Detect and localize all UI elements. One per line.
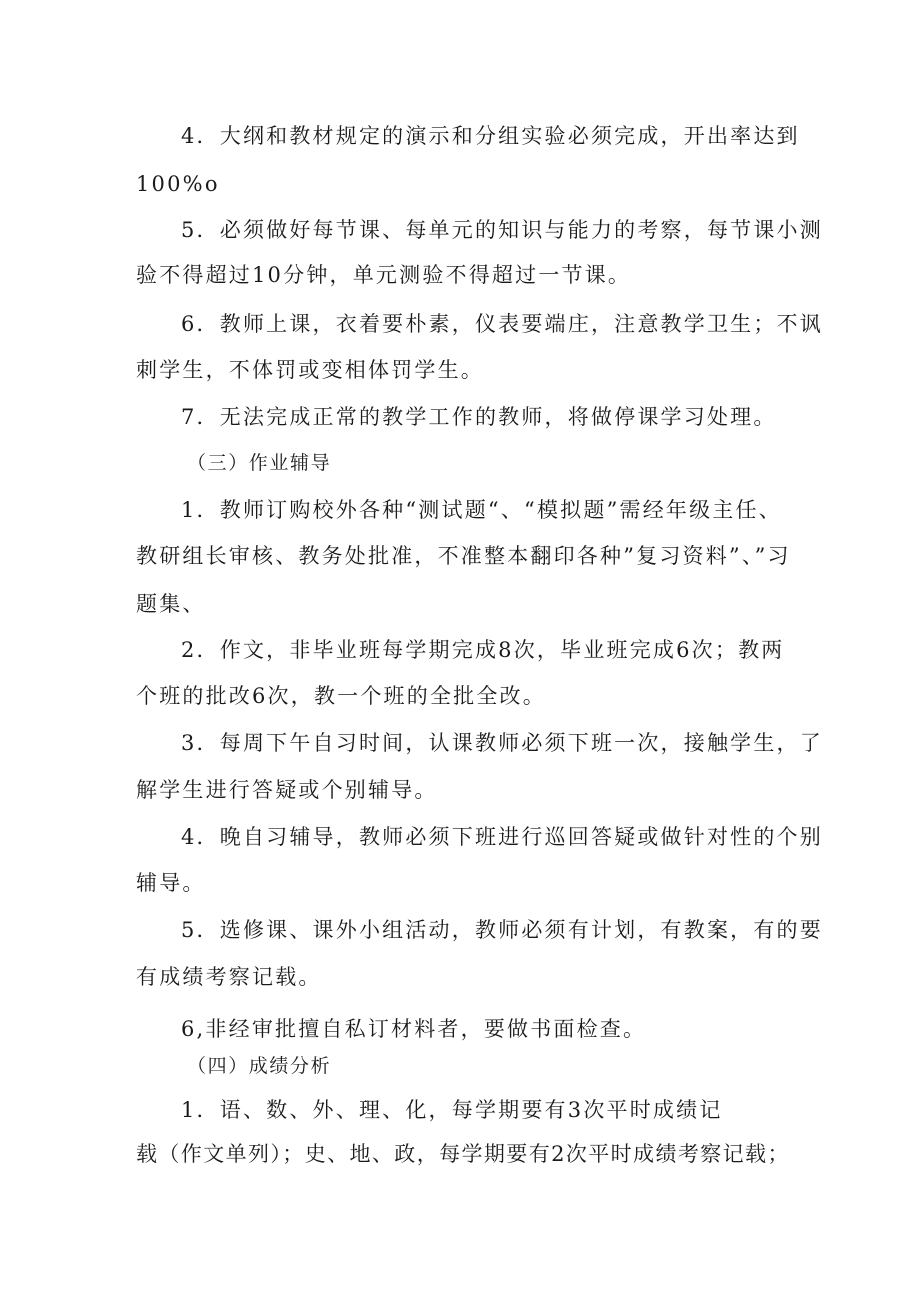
item-4-line-1: 4．晚自习辅导，教师必须下班进行巡回答疑或做针对性的个别 [181,825,823,849]
item-1-line-3: 题集、 [136,592,206,616]
section-heading-4: （四）成绩分析 [187,1055,332,1077]
item-6: 6,非经审批擅自私订材料者，要做书面检查。 [181,1017,647,1041]
section-heading-3: （三）作业辅导 [187,452,332,474]
paragraph-6-line-1: 6．教师上课，衣着要朴素，仪表要端庄，注意教学卫生；不讽 [181,312,823,336]
paragraph-5-line-1: 5．必须做好每节课、每单元的知识与能力的考察，每节课小测 [181,218,823,242]
item-1-line-1: 1．教师订购校外各种“测试题“、“模拟题”需经年级主任、 [181,498,782,522]
paragraph-5-line-2: 验不得超过10分钟，单元测验不得超过一节课。 [136,263,632,287]
grade-item-1-line-2: 载（作文单列）；史、地、政，每学期要有2次平时成绩考察记载； [136,1142,790,1166]
item-5-line-1: 5．选修课、课外小组活动，教师必须有计划，有教案，有的要 [181,918,823,942]
item-2-line-2: 个班的批改6次，教一个班的全批全改。 [136,684,546,708]
item-1-line-2: 教研组长审核、教务处批准，不准整本翻印各种”复习资料”、”习 [136,544,791,568]
item-4-line-2: 辅导。 [136,871,206,895]
item-3-line-2: 解学生进行答疑或个别辅导。 [136,778,438,802]
paragraph-4-line-2: 100%o [136,172,220,196]
item-3-line-1: 3．每周下午自习时间，认课教师必须下班一次，接触学生，了 [181,731,823,755]
paragraph-6-line-2: 刺学生，不体罚或变相体罚学生。 [136,358,484,382]
paragraph-7: 7．无法完成正常的教学工作的教师，将做停课学习处理。 [181,405,777,429]
item-2-line-1: 2．作文，非毕业班每学期完成8次，毕业班完成6次；教两 [181,638,785,662]
item-5-line-2: 有成绩考察记载。 [136,965,322,989]
paragraph-4-line-1: 4．大纲和教材规定的演示和分组实验必须完成，开出率达到 [181,124,800,148]
grade-item-1-line-1: 1．语、数、外、理、化，每学期要有3次平时成绩记 [181,1098,723,1122]
